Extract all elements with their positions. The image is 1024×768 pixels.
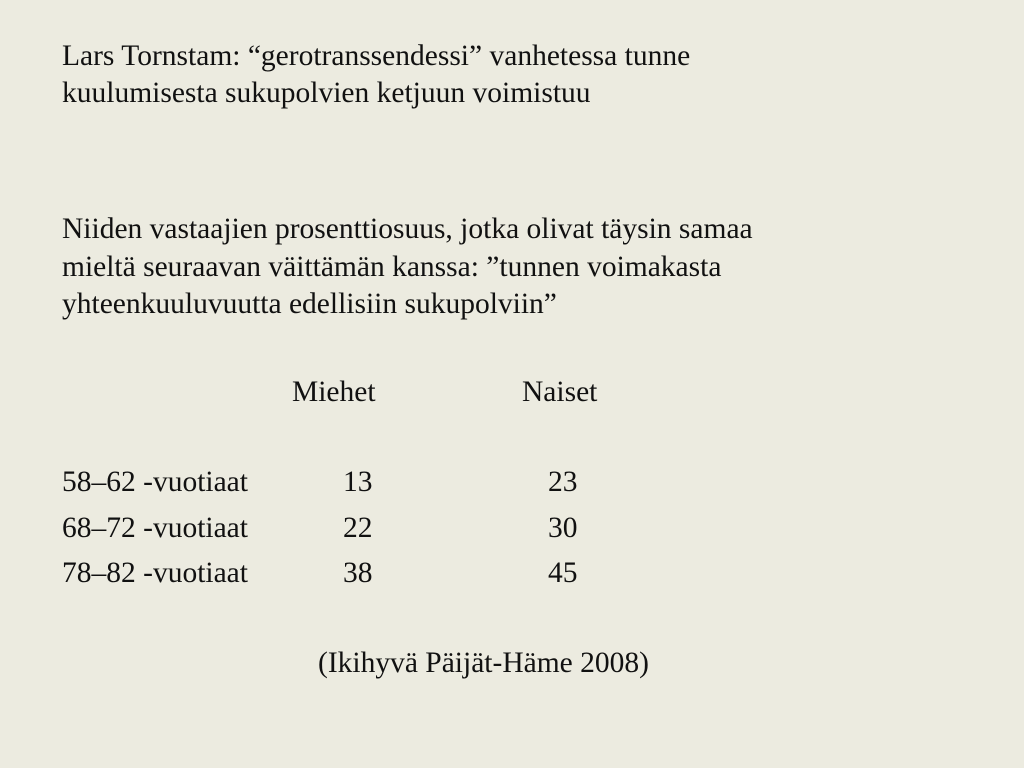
men-value-cell: 22 <box>343 511 373 544</box>
question-line: Niiden vastaajien prosenttiosuus, jotka olivat täysin samaa <box>62 213 753 245</box>
title-line: Lars Tornstam: “gerotranssendessi” vanhetessa tunne <box>62 40 691 72</box>
age-group-cell: 78–82 -vuotiaat <box>62 557 248 589</box>
table-row <box>62 510 762 556</box>
question-line: mieltä seuraavan väittämän kanssa: ”tunnen voimakasta <box>62 250 722 283</box>
results-table <box>62 464 762 601</box>
women-value-cell: 30 <box>548 511 578 544</box>
men-value-cell: 13 <box>343 466 373 498</box>
men-value-cell: 38 <box>343 557 373 589</box>
table-row <box>62 555 762 601</box>
title-line: kuulumisesta sukupolvien ketjuun voimistuu <box>62 77 591 109</box>
question-line: yhteenkuuluvuutta edellisiin sukupolviin” <box>62 288 557 320</box>
women-value-cell: 23 <box>548 466 578 498</box>
question-text <box>62 211 982 324</box>
age-group-cell: 68–72 -vuotiaat <box>62 511 248 544</box>
slide-title <box>62 38 962 112</box>
age-group-cell: 58–62 -vuotiaat <box>62 466 248 498</box>
table-row <box>62 464 762 510</box>
column-header-men: Miehet <box>292 376 376 408</box>
source-citation: (Ikihyvä Päijät-Häme 2008) <box>318 647 649 679</box>
column-header-women: Naiset <box>522 376 598 408</box>
women-value-cell: 45 <box>548 557 578 589</box>
